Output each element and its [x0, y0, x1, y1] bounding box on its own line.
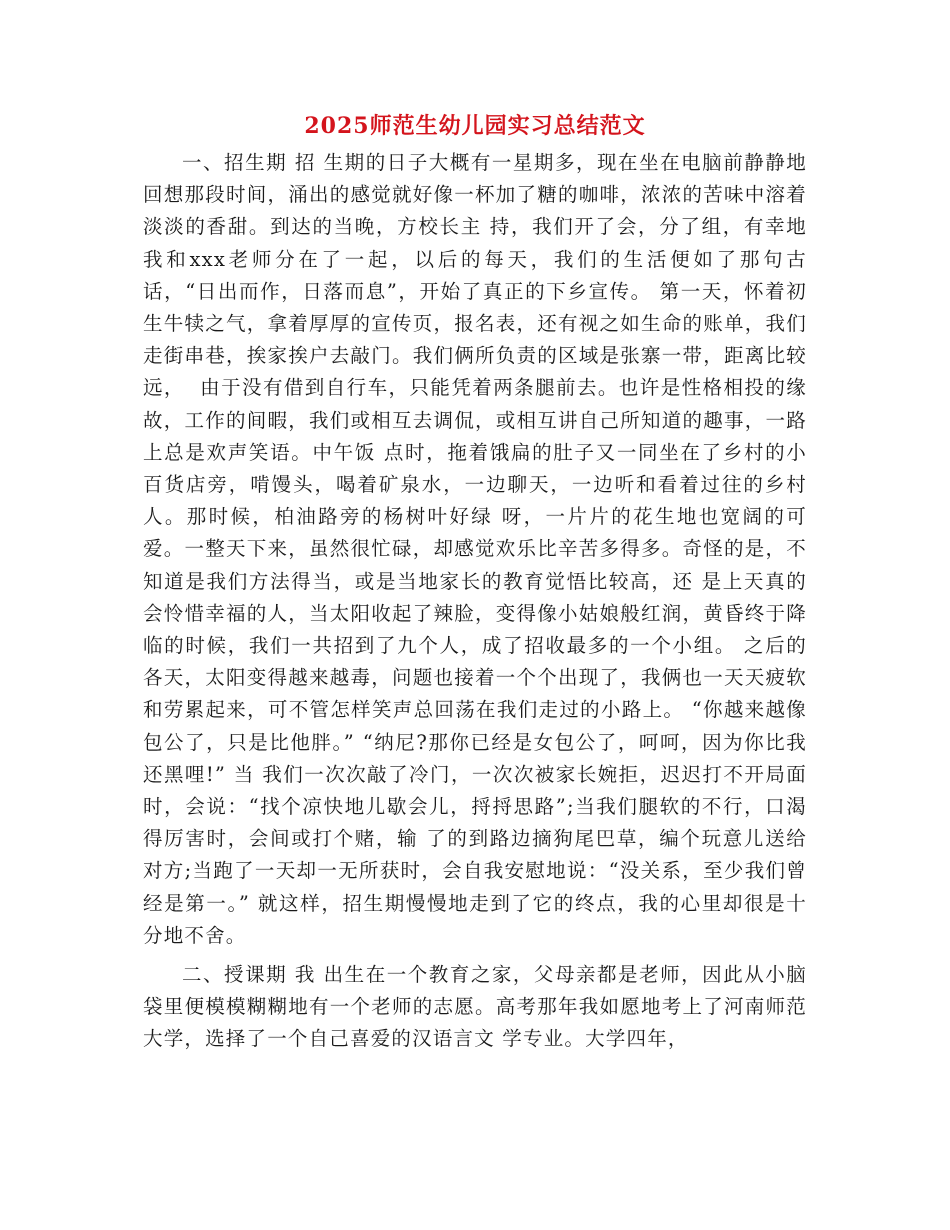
paragraph-enrollment-period: 一、招生期 招 生期的日子大概有一星期多，现在坐在电脑前静静地回想那段时间，涌出的感觉就好像一杯加了糖的咖啡，浓浓的苦味中溶着淡淡的香甜。到达的当晚，方校长主 持，我们开了会，分了组，有幸地我和xxx老师分在了一起，以后的每天，我们的生活便如了那句古话，“日出而作，日落而息”，开始了真正的下乡宣传。 第一天，怀着初生牛犊之气，拿着厚厚的宣传页，报名表，还有视之如生命的账单，我们走街串巷，挨家挨户去敲门。我们俩所负责的区域是张寨一带，距离比较远， 由于没有借到自行车，只能凭着两条腿前去。也许是性格相投的缘故，工作的间暇，我们或相互去调侃，或相互讲自己所知道的趣事，一路上总是欢声笑语。中午饭 点时，拖着饿扁的肚子又一同坐在了乡村的小百货店旁，啃馒头，喝着矿泉水，一边聊天，一边听和看着过往的乡村人。那时候，柏油路旁的杨树叶好绿 呀，一片片的花生地也宽阔的可爱。一整天下来，虽然很忙碌，却感觉欢乐比辛苦多得多。奇怪的是，不知道是我们方法得当，或是当地家长的教育觉悟比较高，还 是上天真的会怜惜幸福的人，当太阳收起了辣脸，变得像小姑娘般红润，黄昏终于降临的时候，我们一共招到了九个人，成了招收最多的一个小组。 之后的各天，太阳变得越来越毒，问题也接着一个个出现了，我俩也一天天疲软和劳累起来，可不管怎样笑声总回荡在我们走过的小路上。 “你越来越像包公了，只是比他胖。” “纳尼?那你已经是女包公了，呵呵，因为你比我还黑哩!” 当 我们一次次敲了冷门，一次次被家长婉拒，迟迟打不开局面时，会说：“找个凉快地儿歇会儿，捋捋思路”;当我们腿软的不行，口渴得厉害时，会间或打个赌，输 了的到路边摘狗尾巴草，编个玩意儿送给对方;当跑了一天却一无所获时，会自我安慰地说：“没关系，至少我们曾经是第一。” 就这样，招生期慢慢地走到了它的终点，我的心里却很是十分地不舍。	[143, 151, 807, 947]
document-body	[143, 147, 807, 1056]
document-title: 2025师范生幼儿园实习总结范文	[304, 113, 646, 139]
paragraph-teaching-period: 二、授课期 我 出生在一个教育之家，父母亲都是老师，因此从小脑袋里便模模糊糊地有一个老师的志愿。高考那年我如愿地考上了河南师范大学，选择了一个自己喜爱的汉语言文 学专业。大学四年，	[143, 963, 807, 1051]
